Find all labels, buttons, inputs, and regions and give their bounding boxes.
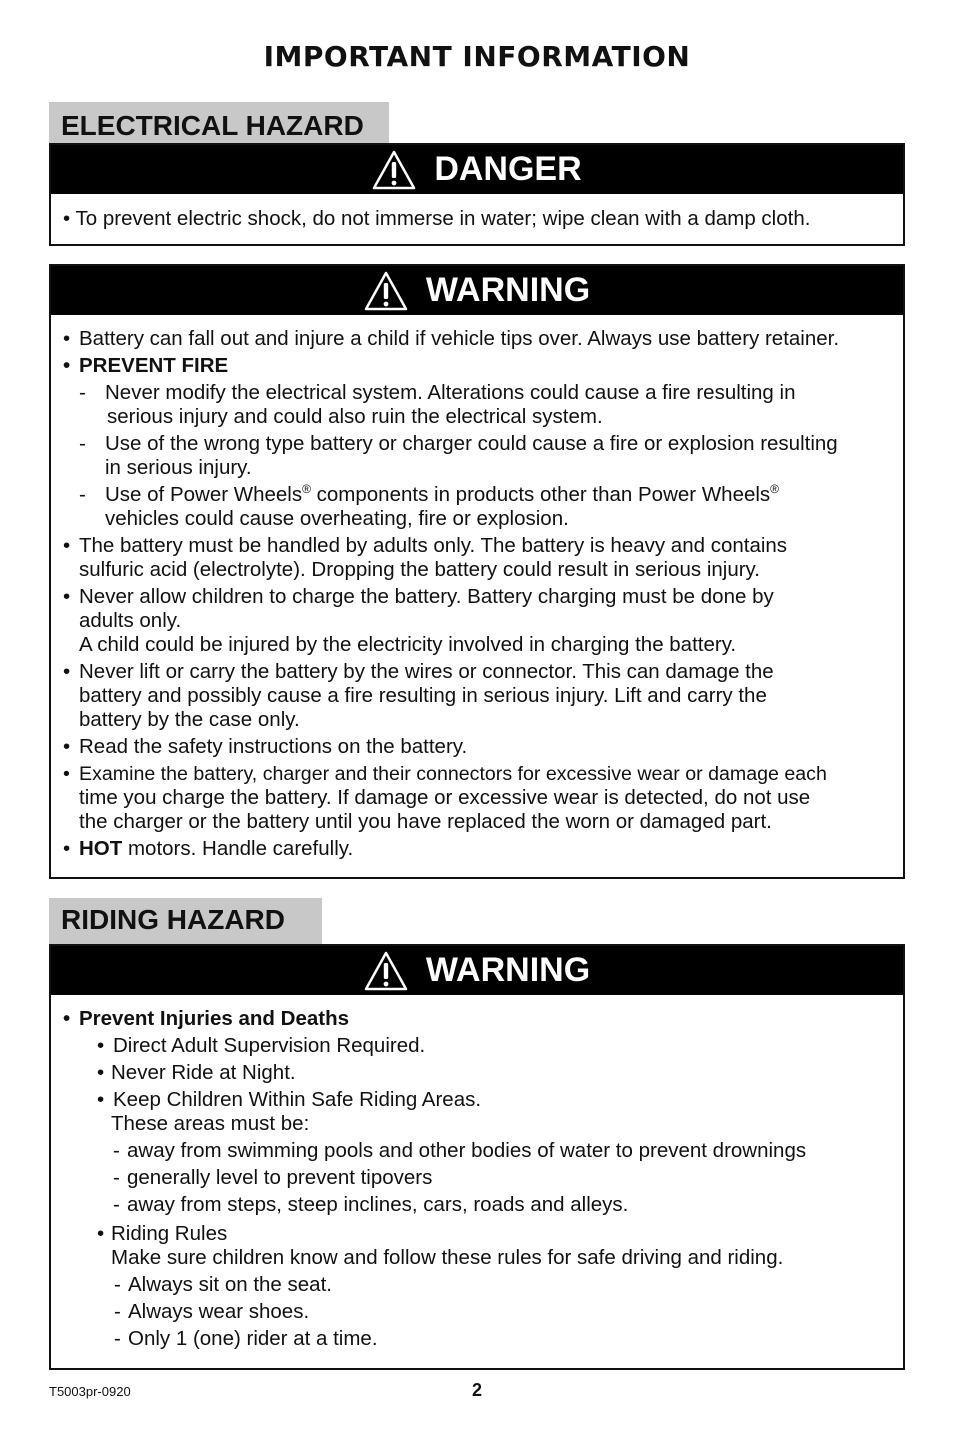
- list-item: - Use of Power Wheels® components in products other than Power Wheels®: [79, 482, 780, 506]
- list-item: • Never allow children to charge the battery. Battery charging must be done by: [63, 585, 774, 608]
- list-item: • Read the safety instructions on the battery.: [63, 735, 468, 758]
- riding-warning-box: [49, 944, 905, 1370]
- electrical-warning-box: [49, 264, 905, 879]
- electrical-hazard-tab: ELECTRICAL HAZARD: [49, 102, 389, 144]
- list-item: • The battery must be handled by adults only. The battery is heavy and contains: [63, 534, 788, 557]
- warning-header: [51, 266, 903, 315]
- list-item-cont: sulfuric acid (electrolyte). Dropping the battery could result in serious injury.: [79, 558, 760, 581]
- list-item-cont: adults only.: [79, 609, 182, 632]
- list-item: - Always wear shoes.: [114, 1300, 310, 1323]
- list-item: • PREVENT FIRE: [63, 354, 229, 377]
- list-item: • Examine the battery, charger and their connectors for excessive wear or damage each: [63, 763, 827, 785]
- list-item-cont: in serious injury.: [105, 456, 252, 479]
- list-item: • Keep Children Within Safe Riding Areas.: [97, 1088, 482, 1111]
- warning-header: [51, 946, 903, 995]
- warning-signal-word: WARNING: [425, 271, 591, 309]
- warning-triangle-icon: [364, 951, 408, 991]
- warning-signal-word: WARNING: [425, 951, 591, 989]
- list-item: - away from steps, steep inclines, cars, roads and alleys.: [113, 1193, 629, 1216]
- list-item: - Only 1 (one) rider at a time.: [114, 1327, 378, 1350]
- list-item: - generally level to prevent tipovers: [113, 1166, 433, 1189]
- list-item-cont: time you charge the battery. If damage or excessive wear is detected, do not use: [79, 786, 811, 809]
- list-item-cont: vehicles could cause overheating, fire or explosion.: [105, 507, 569, 530]
- list-item: • Never Ride at Night.: [97, 1061, 296, 1084]
- list-item: - Use of the wrong type battery or charger could cause a fire or explosion resulting: [79, 432, 838, 455]
- danger-header: [51, 145, 903, 194]
- page-number: 2: [471, 1380, 482, 1400]
- list-item: - Never modify the electrical system. Alterations could cause a fire resulting in: [79, 381, 796, 404]
- danger-signal-word: DANGER: [434, 150, 582, 188]
- list-item-cont: Make sure children know and follow these rules for safe driving and riding.: [111, 1246, 784, 1269]
- danger-text: • To prevent electric shock, do not immerse in water; wipe clean with a damp cloth.: [63, 207, 811, 230]
- warning-triangle-icon: [364, 271, 408, 311]
- list-item: - away from swimming pools and other bodies of water to prevent drownings: [113, 1139, 807, 1162]
- list-item: • Never lift or carry the battery by the wires or connector. This can damage the: [63, 660, 774, 683]
- list-item: • HOT motors. Handle carefully.: [63, 837, 354, 860]
- list-item-cont: battery by the case only.: [79, 708, 300, 731]
- list-item-cont: battery and possibly cause a fire resulting in serious injury. Lift and carry the: [79, 684, 767, 707]
- list-item-cont: These areas must be:: [111, 1112, 310, 1135]
- list-item: - Always sit on the seat.: [114, 1273, 332, 1296]
- list-item-cont: serious injury and could also ruin the electrical system.: [107, 405, 603, 428]
- list-item: • Battery can fall out and injure a child if vehicle tips over. Always use battery retainer.: [63, 327, 840, 350]
- warning-triangle-icon: [372, 150, 416, 190]
- riding-hazard-tab: RIDING HAZARD: [49, 898, 322, 945]
- list-item: • Riding Rules: [97, 1222, 228, 1245]
- page-title: IMPORTANT INFORMATION: [263, 40, 691, 73]
- danger-box: [49, 143, 905, 246]
- document-code: T5003pr-0920: [49, 1384, 131, 1399]
- list-item-cont: the charger or the battery until you have replaced the worn or damaged part.: [79, 810, 772, 833]
- list-item: • Direct Adult Supervision Required.: [97, 1034, 426, 1057]
- list-item-cont: A child could be injured by the electricity involved in charging the battery.: [79, 633, 737, 656]
- list-item: • Prevent Injuries and Deaths: [63, 1007, 350, 1030]
